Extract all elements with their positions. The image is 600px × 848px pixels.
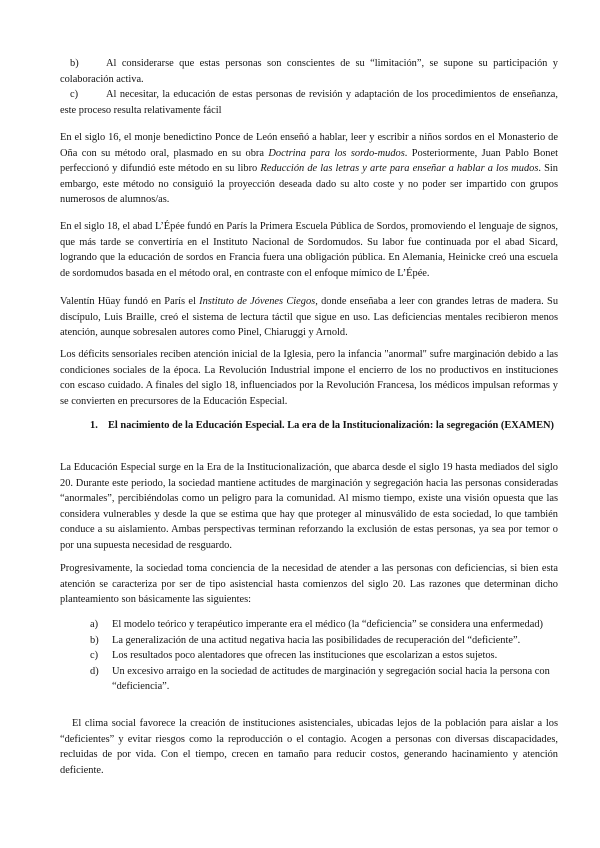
book-title: Doctrina para los sordo-mudos <box>268 147 405 159</box>
list-item <box>90 664 558 695</box>
list-marker: b) <box>70 58 79 69</box>
institution-name: Instituto de Jóvenes Ciegos <box>199 296 316 307</box>
book-title: Reducción de las letras y arte para enseñar a hablar a los mudos <box>260 163 539 175</box>
paragraph-origin: La Educación Especial surge en la Era de la Institucionalización, que abarca desde el siglo 19 hasta mediados del siglo 20. Durante este periodo, la sociedad mantiene actitudes de marginación y segregación hacia las personas consideradas “anormales”, percibiéndolas como un peligro para la comunidad. Al mismo tiempo, existe una visión opuesta que las considera vulnerables y desde la que se estima que hay que proteger al minusválido de esta sociedad, lo que también conduce a su aislamiento. Ambas perspectivas terminan reforzando la exclusión de estas personas, ya sea por temor o por una supuesta necesidad de resguardo. <box>60 462 558 551</box>
paragraph-huay: Valentín Hüay fundó en París el Instituto de Jóvenes Ciegos, donde enseñaba a leer con grandes letras de madera. Su discípulo, Luis Braille, creó el sistema de lectura táctil que sigue en uso. Las deficiencias mentales recibieron menos atención, aunque sobresalen autores como Pinel, Chiaruggi y Arnold. <box>60 296 559 339</box>
paragraph-lepee: En el siglo 18, el abad L’Épée fundó en París la Primera Escuela Pública de Sordos, promoviendo el lenguaje de signos, que más tarde se convertiría en el Instituto Nacional de Sordomudos. Su labor fue continuada por el abad Sicard, logrando que la educación de sordos en Francia fuera una obligación pública. En Alemania, Heinicke creó una escuela de sordomudos basada en el método oral, en contraste con el enfoque mímico de L’Épée. <box>60 221 558 279</box>
list-item <box>90 633 558 649</box>
section-heading <box>90 418 558 434</box>
list-marker: c) <box>70 89 79 100</box>
list-item-c <box>60 87 558 118</box>
paragraph-awareness: Progresivamente, la sociedad toma conciencia de la necesidad de atender a las personas con deficiencias, si bien esta atención se caracteriza por ser de tipo asistencial hasta comienzos del siglo 20. Las razones que determinan dicho planteamiento son básicamente las siguientes: <box>60 563 558 606</box>
list-item-text: Al considerarse que estas personas son conscientes de su “limitación”, se supone su participación y colaboración activa. <box>60 58 558 85</box>
section-title: El nacimiento de la Educación Especial. La era de la Institucionalización: la segregación (EXAMEN) <box>108 420 555 431</box>
paragraph-ponce-de-leon: En el siglo 16, el monje benedictino Ponce de León enseñó a hablar, leer y escribir a niños sordos en el Monasterio de Oña con su método oral, plasmado en su obra Doctrina para los sordo-mudos. Posteriormente, Juan Pablo Bonet perfeccionó y difundió este método en su libro Reducción de las letras y arte para enseñar a hablar a los mudos. Sin embargo, este método no consiguió la proyección deseada dado su alto coste y no poder ser impartido con grupos numerosos de alumnos/as. <box>60 132 558 206</box>
list-marker: b) <box>90 634 99 646</box>
section-number: 1. <box>90 420 98 431</box>
list-item-text: Un excesivo arraigo en la sociedad de actitudes de marginación y segregación social hacia la persona con “deficiencia”. <box>112 665 550 693</box>
list-item-text: Los resultados poco alentadores que ofrecen las instituciones que escolarizan a estos sujetos. <box>112 650 498 662</box>
reasons-list <box>90 617 558 695</box>
list-marker: c) <box>90 650 99 662</box>
list-marker: d) <box>90 665 99 677</box>
list-item-text: La generalización de una actitud negativa hacia las posibilidades de recuperación del “deficiente”. <box>112 634 521 646</box>
paragraph-social-climate: El clima social favorece la creación de instituciones asistenciales, ubicadas lejos de la población para aislar a los “deficientes” y evitar riesgos como la reproducción o el contagio. Acogen a personas con diversas discapacidades, recluidas de por vida. Con el tiempo, crecen en tamaño para reducir costos, generando hacinamiento y atención deficiente. <box>60 718 558 776</box>
list-item-text: Al necesitar, la educación de estas personas de revisión y adaptación de los procedimientos de enseñanza, este proceso resulta relativamente fácil <box>60 89 558 116</box>
list-item-text: El modelo teórico y terapéutico imperante era el médico (la “deficiencia” se considera una enfermedad) <box>112 619 543 630</box>
paragraph-deficits: Los déficits sensoriales reciben atención inicial de la Iglesia, pero la infancia "anormal" sufre marginación debido a las condiciones sociales de la época. La Revolución Industrial impone el encierro de los no productivos en instituciones con escaso cuidado. A finales del siglo 18, influenciados por la Revolución Francesa, los médicos impulsan reformas y se convierten en precursores de la Educación Especial. <box>60 349 558 407</box>
list-item <box>90 648 558 664</box>
list-item <box>90 617 558 633</box>
list-item-b <box>60 56 558 87</box>
list-marker: a) <box>90 619 99 630</box>
